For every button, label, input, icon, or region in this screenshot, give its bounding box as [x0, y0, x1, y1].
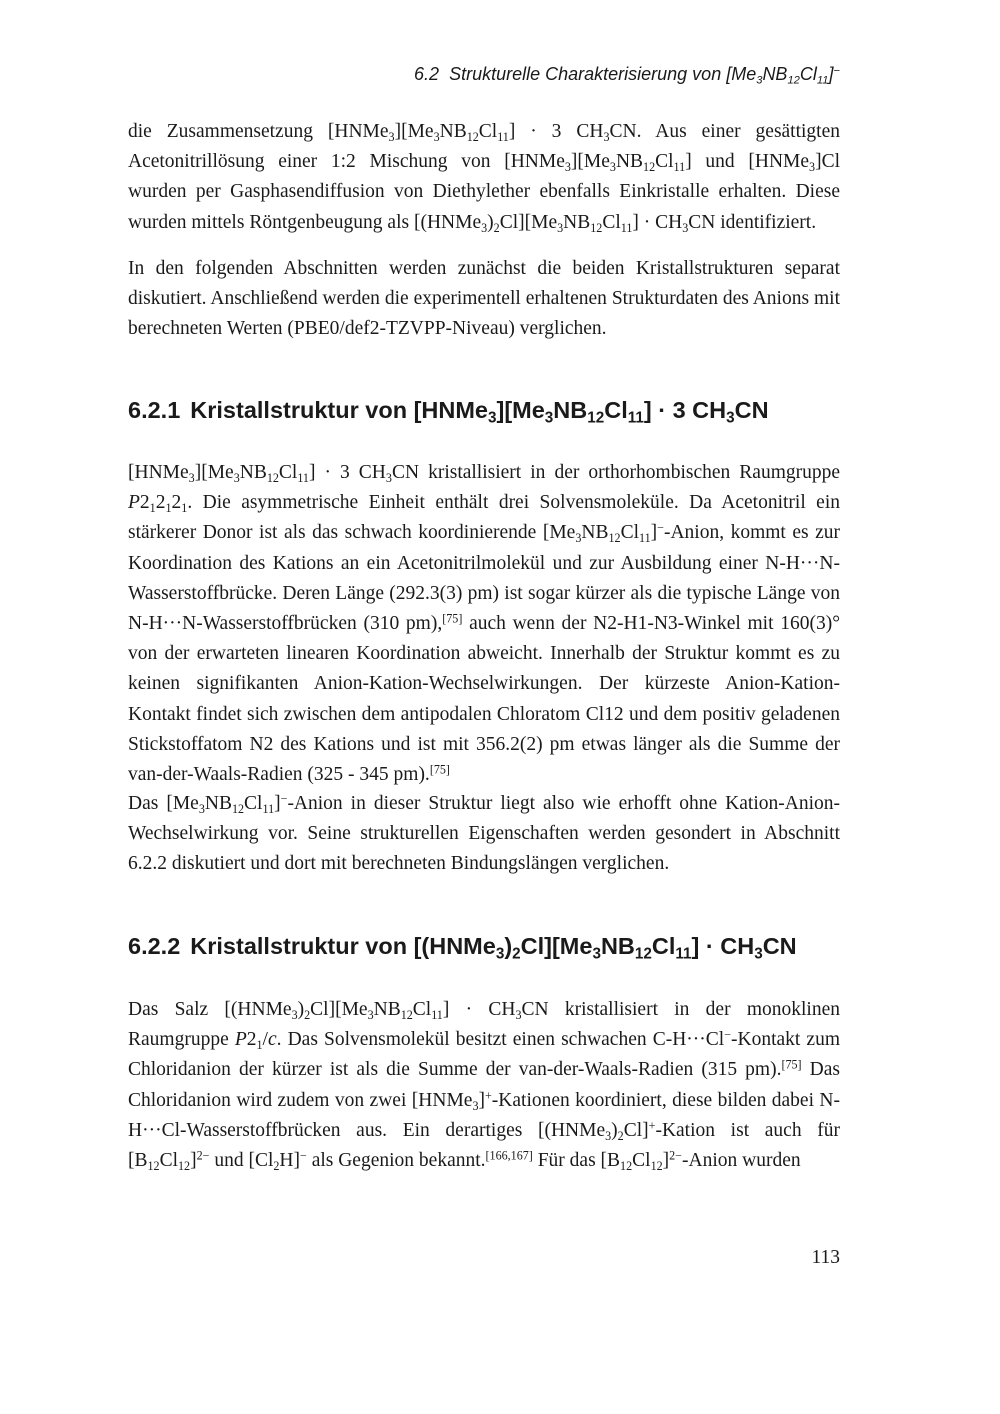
- section-title: Kristallstruktur von $[(HNMe_3)_2Cl][Me_3NB_{12}Cl_{11}] \cdot CH_3CN$: [190, 933, 797, 963]
- paragraph-composition: die Zusammensetzung $[HNMe_3][Me_3NB_{12}Cl_{11}] \cdot 3$ $CH_3CN$. Aus einer gesättigten Acetonitrillösung einer 1:2 Mischung von $[HNMe_3][Me_3NB_{12}Cl_{11}]$ und [HNMe$_3$]Cl wurden per Gasphasendiffusion von Diethylether ebenfalls Einkristalle erhalten. Diese wurden mittels Röntgenbeugung als $[(HNMe_3)_2Cl][Me_3NB_{12}Cl_{11}] \cdot CH_3CN$ identifiziert.: [128, 121, 841, 235]
- section-number: 6.2.1: [128, 397, 181, 423]
- running-head: [128, 62, 840, 86]
- section-number: 6.2.2: [128, 933, 181, 959]
- paragraph-structure-1: $[HNMe_3][Me_3NB_{12}Cl_{11}] \cdot 3$ $CH_3CN$ kristallisiert in der orthorhombischen Raumgruppe $P2_12_12_1$. Die asymmetrische Einheit enthält drei Solvensmoleküle. Da Acetonitril ein stärkerer Donor ist als das schwach koordinierende $[Me_3NB_{12}Cl_{11}]^-$-Anion, kommt es zur Koordination des Kations an ein Acetonitrilmolekül und zur Ausbildung einer N-H···N-Wasserstoffbrücke. Deren Länge (292.3(3) pm) ist sogar kürzer als die typische Länge von N-H···N-Wasserstoffbrücken (310 pm),[75] auch wenn der N2-H1-N3-Winkel mit 160(3)° von der erwarteten linearen Koordination abweicht. Innerhalb der Struktur kommt es zu keinen signifikanten Anion-Kation-Wechselwirkungen. Der kürzeste Anion-Kation-Kontakt findet sich zwischen dem antipodalen Chloratom Cl12 und dem positiv geladenen Stickstoffatom N2 des Kations und ist mit 356.2(2) pm etwas länger als die Summe der van-der-Waals-Radien (325 - 345 pm).[75]: [128, 462, 841, 786]
- page-number: 113: [811, 1247, 840, 1268]
- paragraph-structure-3: Das Salz $[(HNMe_3)_2Cl][Me_3NB_{12}Cl_{11}] \cdot CH_3CN$ kristallisiert in der monoklinen Raumgruppe $P2_1/c$. Das Solvensmolekül besitzt einen schwachen C-H···Cl−-Kontakt zum Chloridanion der kürzer ist als die Summe der van-der-Waals-Radien (315 pm).[75] Das Chloridanion wird zudem von zwei [HNMe$_3$]+-Kationen koordiniert, diese bilden dabei N-H···Cl-Wasserstoffbrücken aus. Ein derartiges $[(HNMe_3)_2Cl]^+$-Kation ist auch für $[B_{12}Cl_{12}]^{2-}$ und $[Cl_2H]^-$ als Gegenion bekannt.[166,167] Für das $[B_{12}Cl_{12}]^{2-}$-Anion wurden: [128, 999, 840, 1173]
- running-head-text: 6.2 Strukturelle Charakterisierung von $[Me_3NB_{12}Cl_{11}]^-$: [414, 64, 840, 87]
- paragraph-overview: In den folgenden Abschnitten werden zunächst die beiden Kristallstrukturen separat diskutiert. Anschließend werden die experimentell erhaltenen Strukturdaten des Anions mit berechneten Werten (PBE0/def2-TZVPP-Niveau) verglichen.: [128, 258, 840, 340]
- paragraph-structure-2: Das $[Me_3NB_{12}Cl_{11}]^-$-Anion in dieser Struktur liegt also wie erhofft ohne Kation-Anion-Wechselwirkung vor. Seine strukturellen Eigenschaften werden gesondert in Abschnitt 6.2.2 diskutiert und dort mit berechneten Bindungslängen verglichen.: [128, 791, 840, 875]
- section-title: Kristallstruktur von $[HNMe_3][Me_3NB_{12}Cl_{11}] \cdot 3$ $CH_3CN$: [190, 397, 769, 427]
- section-heading-6-2-1: [128, 395, 840, 425]
- section-heading-6-2-2: [128, 931, 840, 961]
